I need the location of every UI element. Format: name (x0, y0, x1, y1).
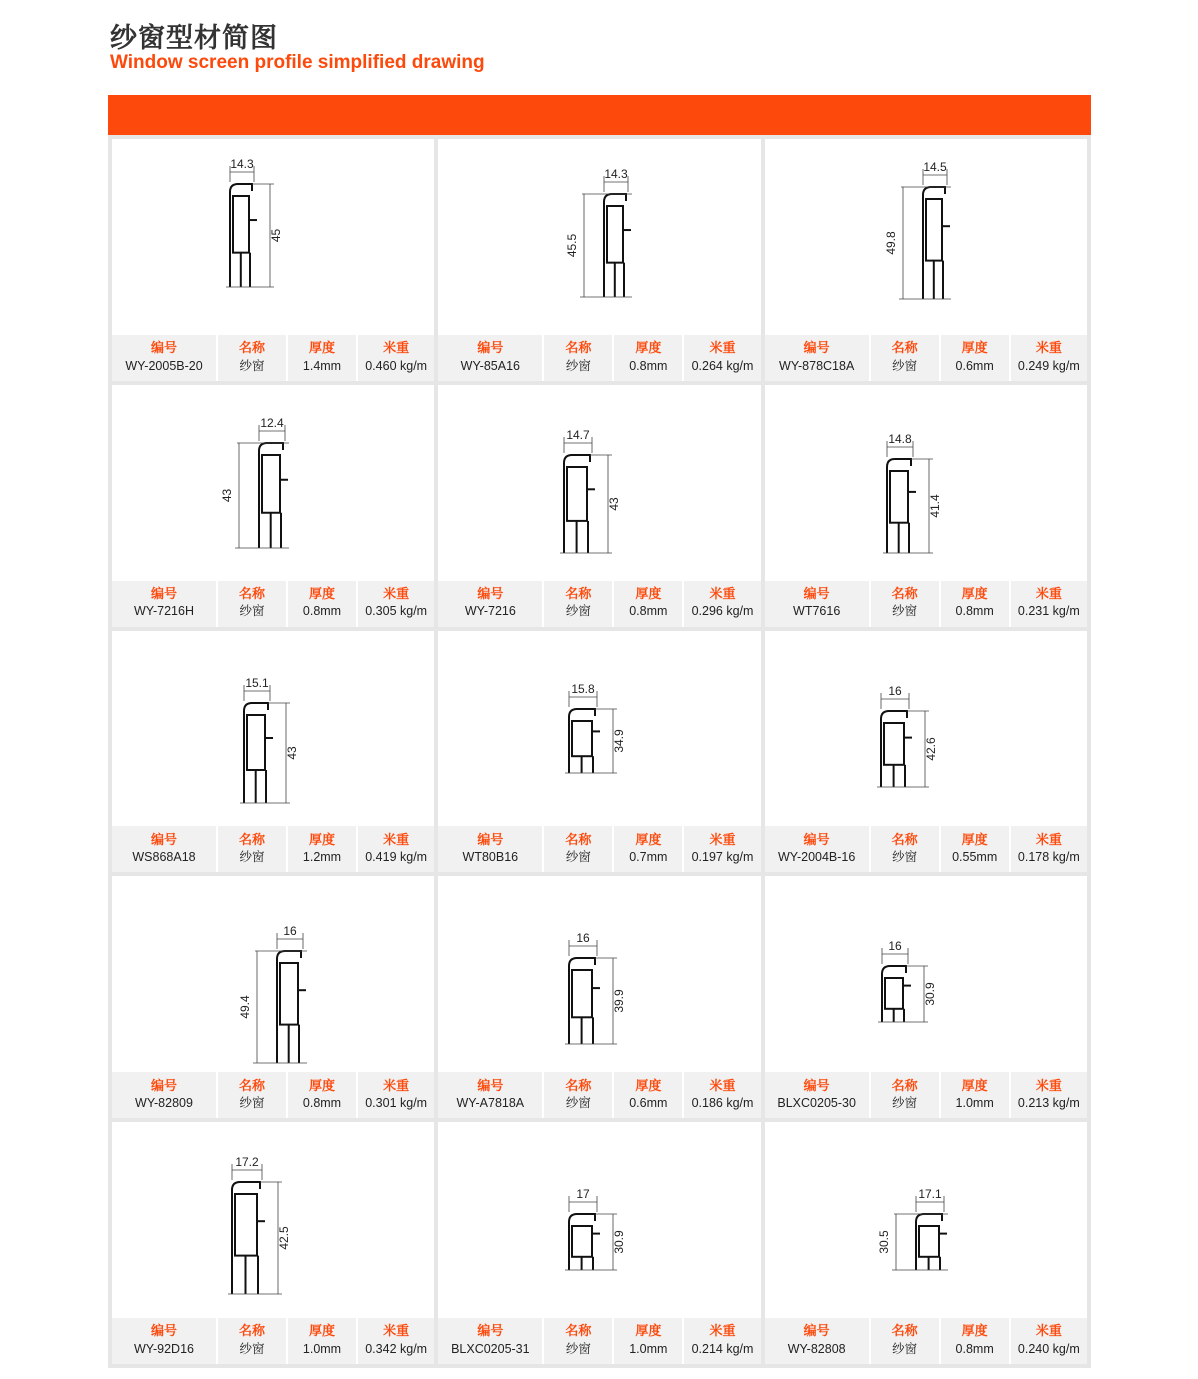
height-dimension: 42.6 (923, 736, 938, 761)
spec-cell-thickness (614, 335, 682, 381)
spec-label-code: 编号 (803, 587, 830, 603)
spec-cell-weight (684, 826, 760, 872)
profile-drawing (112, 1122, 434, 1318)
spec-label-thickness: 厚度 (961, 1324, 988, 1340)
spec-cell-thickness (941, 335, 1009, 381)
spec-label-code: 编号 (477, 587, 504, 603)
height-dimension: 49.4 (238, 995, 252, 1020)
width-dimension: 17 (576, 1187, 591, 1202)
spec-cell-thickness (614, 581, 682, 627)
profile-section-figure (765, 876, 1087, 1072)
spec-cell-code (765, 826, 869, 872)
profile-card (438, 385, 760, 627)
profile-drawing (438, 876, 760, 1072)
height-dimension: 42.5 (277, 1226, 291, 1250)
spec-cell-weight (684, 581, 760, 627)
spec-value-name: 纱窗 (565, 1095, 591, 1110)
spec-value-code: WY-7216 (464, 604, 516, 619)
width-dimension: 16 (576, 931, 591, 946)
spec-cell-code (765, 1318, 869, 1364)
spec-cell-name (218, 1072, 286, 1118)
spec-label-name: 名称 (891, 832, 918, 848)
spec-cell-code (765, 581, 869, 627)
spec-cell-name (544, 581, 612, 627)
spec-value-code: WS868A18 (132, 850, 196, 865)
height-dimension: 43 (220, 488, 234, 502)
spec-value-thickness: 0.7mm (629, 850, 668, 865)
spec-value-code: WY-92D16 (134, 1341, 194, 1356)
spec-label-weight: 米重 (709, 1324, 736, 1340)
spec-value-weight: 0.419 kg/m (365, 850, 428, 865)
profile-section-figure (765, 139, 1087, 335)
profile-drawing (112, 631, 434, 827)
spec-value-code: WT80B16 (462, 850, 519, 865)
spec-value-code: WY-85A16 (460, 358, 520, 373)
spec-cell-weight (358, 581, 434, 627)
profile-card (438, 876, 760, 1118)
profile-section-figure (765, 1122, 1087, 1318)
profile-drawing (765, 385, 1087, 581)
height-dimension: 39.9 (612, 989, 627, 1014)
profile-section-figure (112, 876, 434, 1072)
spec-label-thickness: 厚度 (635, 587, 662, 603)
spec-cell-name (871, 335, 939, 381)
spec-value-thickness: 0.8mm (629, 358, 668, 373)
spec-cell-thickness (941, 1072, 1009, 1118)
spec-value-code: WY-2004B-16 (777, 850, 856, 865)
spec-label-weight: 米重 (383, 1078, 410, 1094)
spec-cell-weight (358, 335, 434, 381)
spec-label-code: 编号 (150, 1078, 177, 1094)
spec-label-code: 编号 (803, 341, 830, 357)
height-dimension: 43 (285, 745, 299, 760)
spec-cell-thickness (614, 1318, 682, 1364)
spec-value-weight: 0.460 kg/m (365, 358, 428, 373)
spec-value-weight: 0.240 kg/m (1017, 1341, 1080, 1356)
spec-value-thickness: 1.0mm (629, 1341, 668, 1356)
spec-value-weight: 0.197 kg/m (691, 850, 754, 865)
spec-value-code: WY-82809 (135, 1095, 193, 1110)
spec-value-name: 纱窗 (239, 850, 265, 865)
spec-label-name: 名称 (565, 1078, 592, 1094)
spec-value-name: 纱窗 (239, 358, 265, 373)
profile-card (438, 139, 760, 381)
spec-value-code: WY-7216H (134, 604, 194, 619)
spec-label-thickness: 厚度 (635, 832, 662, 848)
spec-cell-thickness (288, 1318, 356, 1364)
spec-label-thickness: 厚度 (308, 587, 335, 603)
spec-label-thickness: 厚度 (308, 1324, 335, 1340)
page-title: 纱窗型材简图 (110, 23, 278, 54)
width-dimension: 16 (283, 924, 297, 939)
spec-label-thickness: 厚度 (961, 587, 988, 603)
width-dimension: 17.1 (917, 1187, 942, 1202)
spec-cell-thickness (288, 581, 356, 627)
spec-cell-name (218, 1318, 286, 1364)
spec-label-name: 名称 (565, 341, 592, 357)
profile-card (765, 1122, 1087, 1364)
spec-label-name: 名称 (565, 1324, 592, 1340)
spec-label-code: 编号 (477, 832, 504, 848)
spec-cell-code (438, 335, 542, 381)
spec-label-weight: 米重 (383, 341, 410, 357)
width-dimension: 16 (887, 683, 902, 698)
spec-label-weight: 米重 (709, 832, 736, 848)
header-accent-bar (108, 95, 1091, 135)
spec-label-code: 编号 (803, 1324, 830, 1340)
spec-cell-code (112, 335, 216, 381)
spec-label-weight: 米重 (709, 341, 736, 357)
spec-label-thickness: 厚度 (308, 832, 335, 848)
profile-section-figure (112, 139, 434, 335)
width-dimension: 14.8 (887, 431, 912, 446)
width-dimension: 15.8 (571, 681, 596, 696)
spec-cell-thickness (288, 826, 356, 872)
spec-table (438, 581, 760, 627)
spec-label-name: 名称 (238, 587, 265, 603)
profile-drawing (765, 139, 1087, 335)
spec-value-code: WY-2005B-20 (125, 358, 203, 373)
width-dimension: 14.3 (230, 157, 254, 171)
height-dimension: 41.4 (927, 494, 942, 518)
width-dimension: 14.7 (566, 427, 591, 442)
height-dimension: 34.9 (612, 728, 627, 753)
spec-label-code: 编号 (150, 832, 177, 848)
spec-value-code: BLXC0205-31 (451, 1341, 530, 1356)
spec-cell-name (871, 1318, 939, 1364)
profile-drawing (438, 631, 760, 827)
spec-cell-name (544, 826, 612, 872)
profile-section-figure (765, 385, 1087, 581)
spec-value-thickness: 0.8mm (955, 1341, 994, 1356)
profile-card (765, 139, 1087, 381)
spec-table (112, 1072, 434, 1118)
spec-table (112, 826, 434, 872)
spec-label-code: 编号 (150, 341, 177, 357)
profile-section-figure (112, 1122, 434, 1318)
spec-cell-name (218, 826, 286, 872)
spec-cell-code (765, 335, 869, 381)
spec-cell-weight (1011, 581, 1087, 627)
profile-card (438, 1122, 760, 1364)
height-dimension: 30.9 (922, 982, 937, 1007)
spec-value-thickness: 0.8mm (302, 604, 342, 619)
spec-value-weight: 0.342 kg/m (365, 1341, 428, 1356)
profile-drawing (765, 876, 1087, 1072)
spec-value-name: 纱窗 (892, 1095, 918, 1110)
spec-value-thickness: 0.8mm (629, 604, 668, 619)
spec-label-thickness: 厚度 (308, 341, 335, 357)
spec-label-thickness: 厚度 (308, 1078, 335, 1094)
spec-cell-code (438, 581, 542, 627)
spec-value-name: 纱窗 (239, 1095, 265, 1110)
spec-value-weight: 0.264 kg/m (691, 358, 754, 373)
spec-cell-weight (358, 1072, 434, 1118)
spec-label-name: 名称 (891, 341, 918, 357)
spec-label-code: 编号 (477, 1324, 504, 1340)
spec-label-thickness: 厚度 (635, 1078, 662, 1094)
spec-label-weight: 米重 (1035, 587, 1062, 603)
profile-card (765, 385, 1087, 627)
spec-table (438, 1318, 760, 1364)
spec-label-name: 名称 (238, 1324, 265, 1340)
spec-cell-thickness (614, 1072, 682, 1118)
spec-cell-thickness (614, 826, 682, 872)
spec-value-thickness: 1.0mm (955, 1095, 994, 1110)
spec-label-weight: 米重 (1035, 832, 1062, 848)
spec-cell-thickness (941, 1318, 1009, 1364)
profile-drawing (438, 1122, 760, 1318)
profile-grid (108, 135, 1091, 1368)
spec-table (112, 1318, 434, 1364)
spec-cell-code (765, 1072, 869, 1118)
profile-section-figure (438, 631, 760, 827)
height-dimension: 30.5 (876, 1230, 891, 1254)
spec-label-name: 名称 (238, 832, 265, 848)
spec-value-code: WY-878C18A (779, 358, 855, 373)
spec-label-weight: 米重 (383, 1324, 410, 1340)
profile-card (765, 876, 1087, 1118)
spec-label-name: 名称 (891, 1324, 918, 1340)
spec-label-code: 编号 (477, 341, 504, 357)
spec-label-name: 名称 (565, 832, 592, 848)
spec-label-thickness: 厚度 (635, 1324, 662, 1340)
width-dimension: 14.5 (922, 160, 947, 174)
spec-label-weight: 米重 (709, 1078, 736, 1094)
spec-value-weight: 0.186 kg/m (691, 1095, 754, 1110)
spec-value-name: 纱窗 (239, 1341, 265, 1356)
spec-value-name: 纱窗 (239, 604, 265, 619)
spec-label-code: 编号 (150, 1324, 177, 1340)
spec-cell-thickness (941, 581, 1009, 627)
spec-cell-weight (684, 1318, 760, 1364)
spec-value-code: BLXC0205-30 (777, 1095, 856, 1110)
profile-card (112, 385, 434, 627)
width-dimension: 14.3 (604, 167, 629, 181)
spec-cell-name (871, 826, 939, 872)
profile-card (438, 631, 760, 873)
spec-value-name: 纱窗 (892, 1341, 918, 1356)
spec-label-weight: 米重 (1035, 1324, 1062, 1340)
spec-label-code: 编号 (150, 587, 177, 603)
width-dimension: 15.1 (245, 675, 269, 690)
spec-cell-weight (1011, 1318, 1087, 1364)
spec-table (438, 826, 760, 872)
spec-value-thickness: 0.6mm (629, 1095, 668, 1110)
profile-drawing (112, 139, 434, 335)
spec-cell-code (112, 1072, 216, 1118)
spec-cell-weight (684, 1072, 760, 1118)
spec-cell-weight (358, 826, 434, 872)
height-dimension: 43 (607, 497, 622, 511)
spec-table (438, 1072, 760, 1118)
spec-cell-weight (358, 1318, 434, 1364)
spec-table (765, 335, 1087, 381)
spec-value-weight: 0.231 kg/m (1017, 604, 1080, 619)
spec-value-weight: 0.213 kg/m (1017, 1095, 1080, 1110)
spec-value-weight: 0.305 kg/m (365, 604, 428, 619)
spec-cell-thickness (288, 1072, 356, 1118)
spec-value-weight: 0.178 kg/m (1017, 850, 1080, 865)
spec-value-thickness: 1.4mm (302, 358, 342, 373)
profile-section-figure (765, 631, 1087, 827)
spec-cell-name (544, 1318, 612, 1364)
spec-cell-name (544, 335, 612, 381)
spec-cell-name (218, 581, 286, 627)
spec-value-thickness: 0.8mm (955, 604, 994, 619)
spec-label-name: 名称 (238, 1078, 265, 1094)
profile-card (112, 876, 434, 1118)
spec-value-thickness: 0.55mm (952, 850, 998, 865)
spec-cell-code (438, 1318, 542, 1364)
profile-section-figure (438, 1122, 760, 1318)
height-dimension: 49.8 (883, 231, 898, 255)
spec-value-name: 纱窗 (892, 358, 918, 373)
spec-cell-code (112, 1318, 216, 1364)
spec-cell-weight (1011, 1072, 1087, 1118)
spec-label-weight: 米重 (1035, 1078, 1062, 1094)
spec-value-name: 纱窗 (892, 604, 918, 619)
spec-table (765, 581, 1087, 627)
spec-label-thickness: 厚度 (961, 341, 988, 357)
spec-value-name: 纱窗 (892, 850, 918, 865)
spec-cell-thickness (288, 335, 356, 381)
spec-label-name: 名称 (565, 587, 592, 603)
height-dimension: 30.9 (612, 1230, 627, 1254)
profile-drawing (765, 631, 1087, 827)
width-dimension: 16 (887, 939, 902, 954)
profile-card (765, 631, 1087, 873)
spec-cell-thickness (941, 826, 1009, 872)
profile-card (112, 1122, 434, 1364)
spec-label-weight: 米重 (383, 587, 410, 603)
spec-value-name: 纱窗 (565, 358, 591, 373)
page-subtitle: Window screen profile simplified drawing (110, 52, 485, 73)
spec-cell-code (112, 826, 216, 872)
profile-section-figure (112, 631, 434, 827)
spec-label-thickness: 厚度 (961, 1078, 988, 1094)
width-dimension: 12.4 (260, 415, 284, 430)
spec-cell-weight (1011, 335, 1087, 381)
profile-drawing (438, 385, 760, 581)
profile-section-figure (438, 385, 760, 581)
spec-value-name: 纱窗 (565, 850, 591, 865)
profile-card (112, 139, 434, 381)
height-dimension: 45 (269, 228, 283, 243)
spec-label-code: 编号 (803, 832, 830, 848)
spec-cell-code (112, 581, 216, 627)
spec-cell-code (438, 826, 542, 872)
height-dimension: 45.5 (565, 233, 580, 258)
spec-value-thickness: 1.0mm (302, 1341, 342, 1356)
spec-cell-name (871, 581, 939, 627)
profile-card (112, 631, 434, 873)
spec-value-weight: 0.296 kg/m (691, 604, 754, 619)
spec-cell-code (438, 1072, 542, 1118)
width-dimension: 17.2 (235, 1155, 259, 1170)
spec-label-weight: 米重 (1035, 341, 1062, 357)
spec-table (438, 335, 760, 381)
spec-label-code: 编号 (477, 1078, 504, 1094)
spec-value-code: WT7616 (793, 604, 841, 619)
profile-drawing (765, 1122, 1087, 1318)
profile-section-figure (112, 385, 434, 581)
spec-table (765, 1318, 1087, 1364)
spec-value-weight: 0.301 kg/m (365, 1095, 428, 1110)
spec-table (112, 581, 434, 627)
profile-drawing (112, 876, 434, 1072)
profile-section-figure (438, 139, 760, 335)
spec-cell-name (544, 1072, 612, 1118)
spec-label-name: 名称 (891, 1078, 918, 1094)
spec-value-thickness: 1.2mm (302, 850, 342, 865)
spec-label-name: 名称 (891, 587, 918, 603)
spec-value-weight: 0.249 kg/m (1017, 358, 1080, 373)
spec-value-name: 纱窗 (565, 604, 591, 619)
spec-label-name: 名称 (238, 341, 265, 357)
spec-cell-weight (1011, 826, 1087, 872)
spec-label-weight: 米重 (383, 832, 410, 848)
profile-drawing (112, 385, 434, 581)
spec-label-thickness: 厚度 (635, 341, 662, 357)
spec-value-weight: 0.214 kg/m (691, 1341, 754, 1356)
spec-value-thickness: 0.8mm (302, 1095, 342, 1110)
spec-cell-name (218, 335, 286, 381)
spec-value-code: WY-82808 (787, 1341, 846, 1356)
spec-cell-name (871, 1072, 939, 1118)
spec-label-weight: 米重 (709, 587, 736, 603)
spec-cell-weight (684, 335, 760, 381)
spec-value-code: WY-A7818A (456, 1095, 525, 1110)
spec-value-name: 纱窗 (565, 1341, 591, 1356)
spec-value-thickness: 0.6mm (955, 358, 994, 373)
profile-section-figure (438, 876, 760, 1072)
spec-table (765, 1072, 1087, 1118)
spec-table (765, 826, 1087, 872)
profile-drawing (438, 139, 760, 335)
spec-label-code: 编号 (803, 1078, 830, 1094)
spec-label-thickness: 厚度 (961, 832, 988, 848)
spec-table (112, 335, 434, 381)
